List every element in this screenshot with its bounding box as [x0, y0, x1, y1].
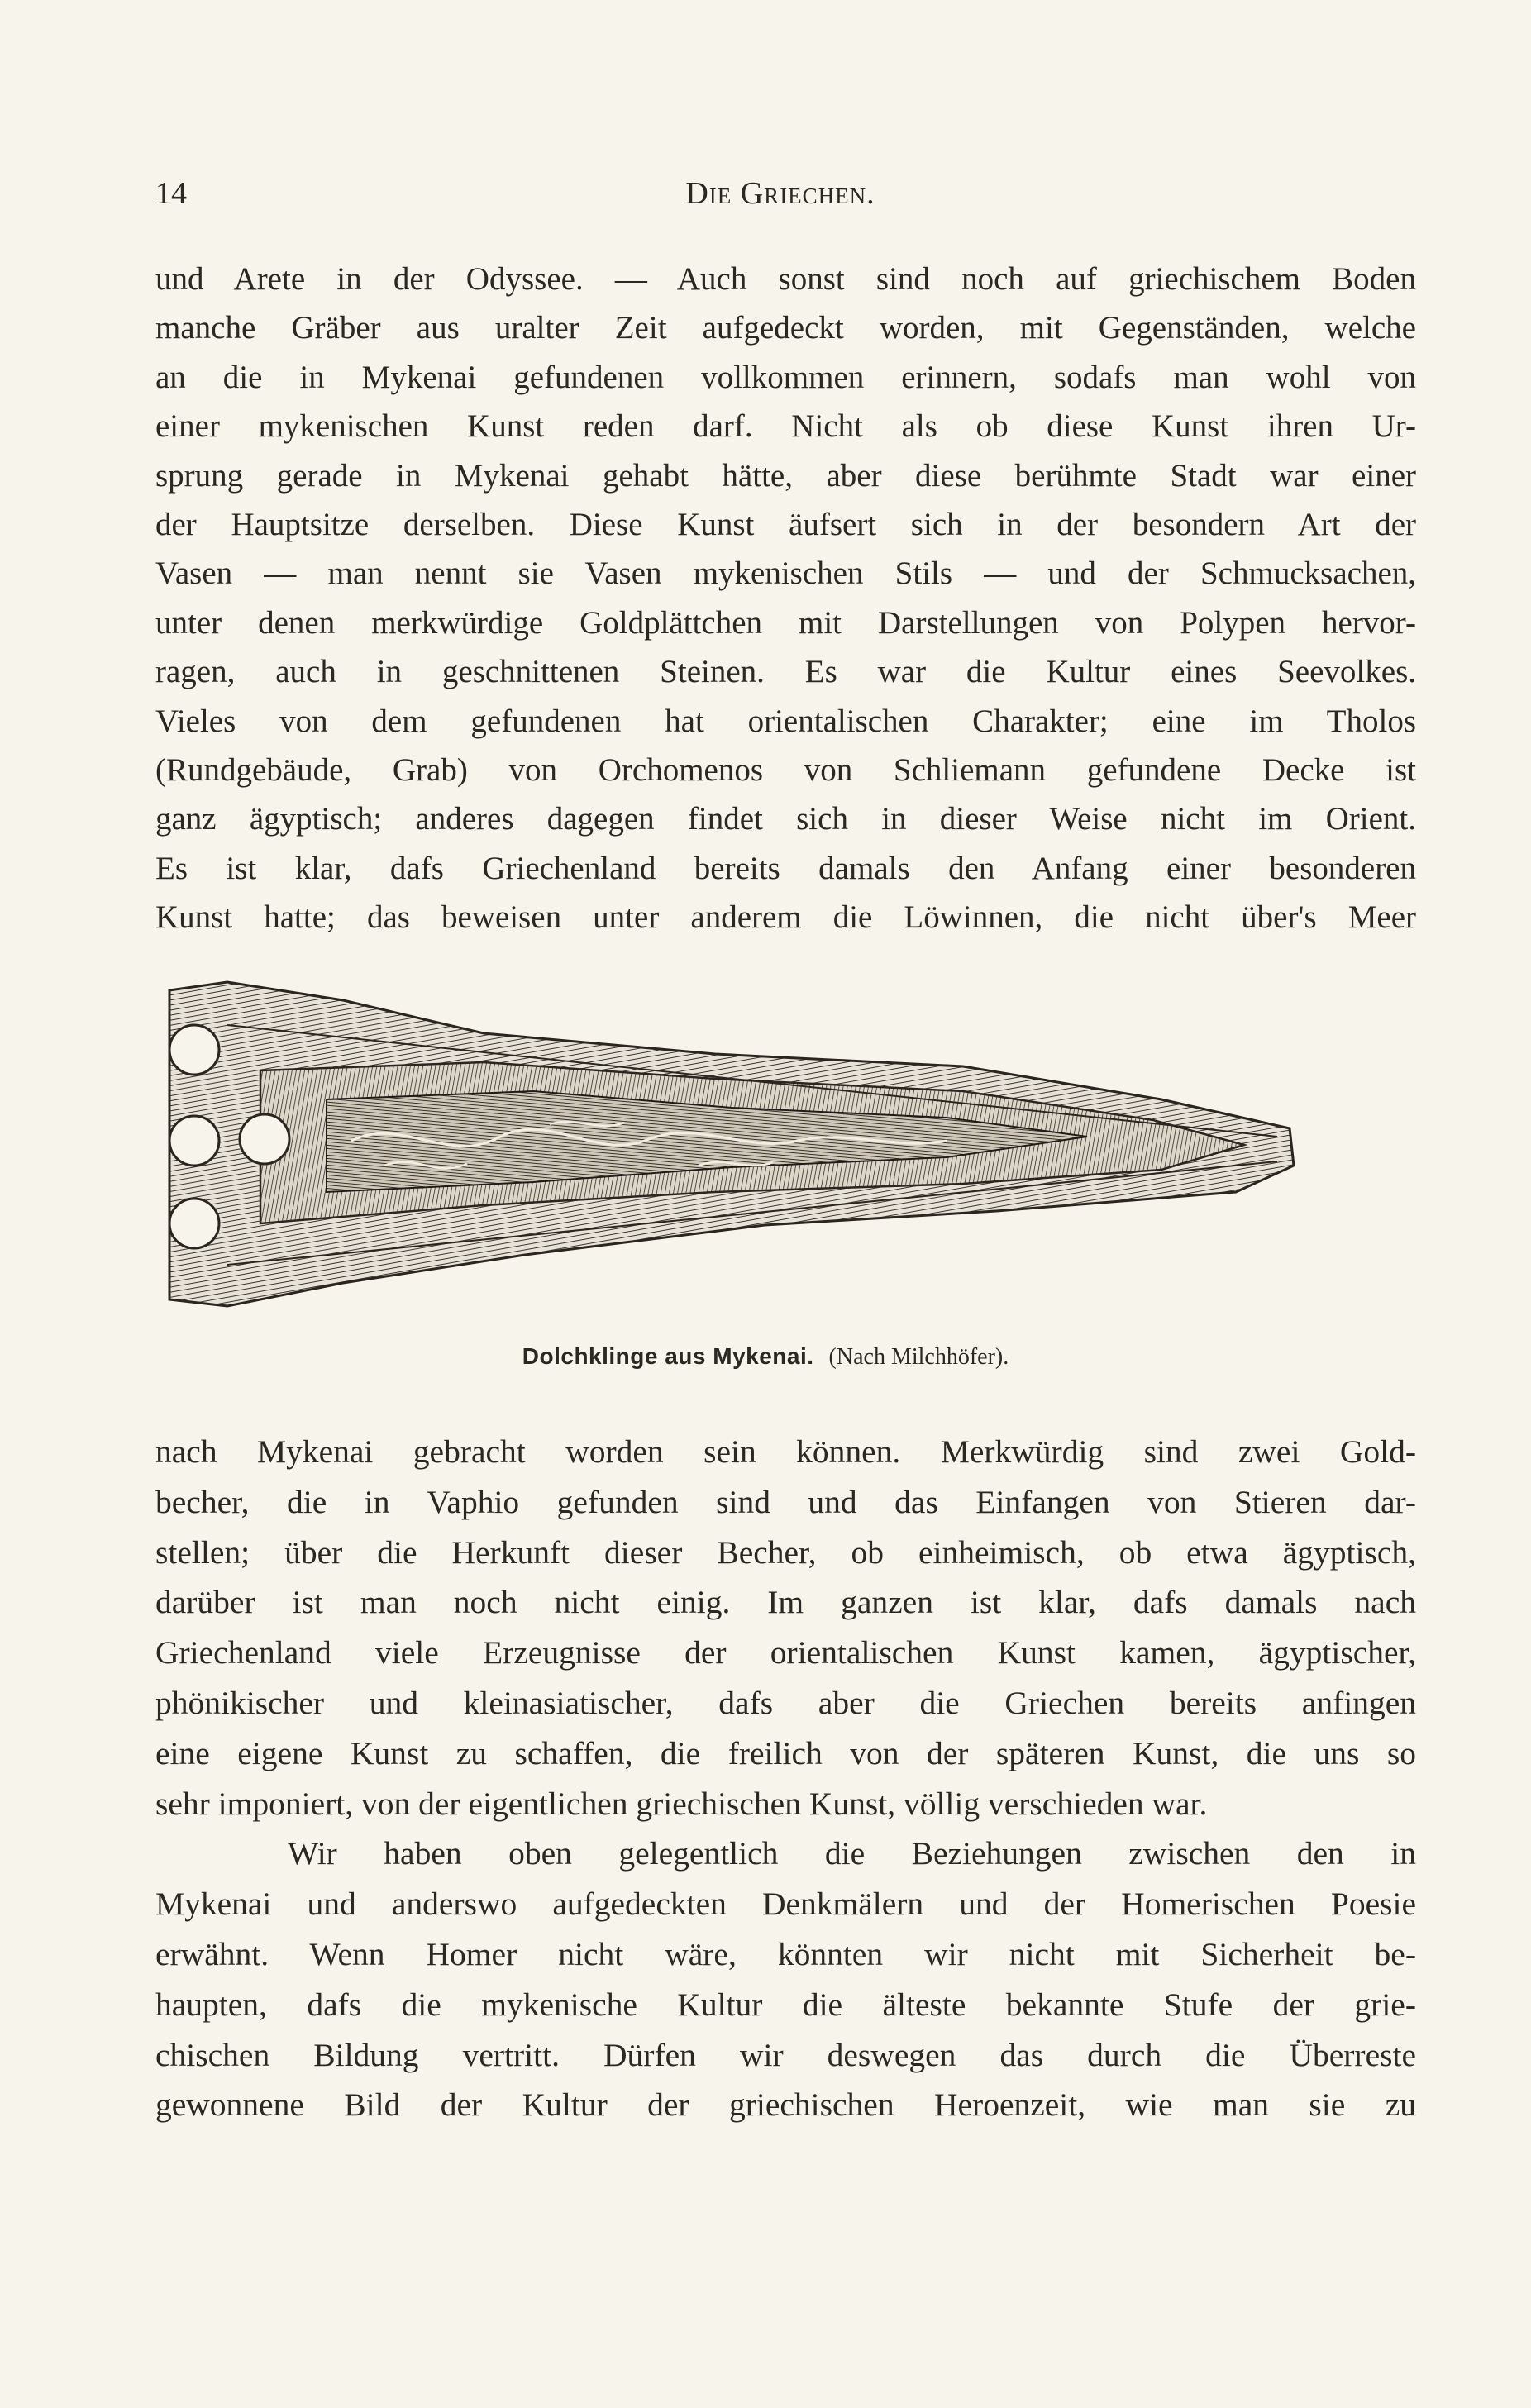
text-line: ganz ägyptisch; anderes dagegen findet sich in dieser Weise nicht im Orient.: [155, 801, 1416, 837]
text-line: Vieles von dem gefundenen hat orientalischen Charakter; eine im Tholos: [155, 703, 1416, 739]
caption-source: (Nach Milchhöfer).: [828, 1344, 1009, 1370]
text-line: Griechenland viele Erzeugnisse der orientalischen Kunst kamen, ägyptischer,: [155, 1634, 1416, 1671]
text-line: Vasen — man nennt sie Vasen mykenischen Stils — und der Schmucksachen,: [155, 556, 1416, 592]
text-line: an die in Mykenai gefundenen vollkommen erinnern, sodafs man wohl von: [155, 359, 1416, 395]
rivet-hole: [169, 1116, 219, 1166]
text-line: gewonnene Bild der Kultur der griechischen Heroenzeit, wie man sie zu: [155, 2086, 1416, 2124]
text-line: phönikischer und kleinasiatischer, dafs aber die Griechen bereits anfingen: [155, 1684, 1416, 1721]
text-line: sprung gerade in Mykenai gehabt hätte, aber diese berühmte Stadt war einer: [155, 457, 1416, 494]
dagger-blade-illustration: [136, 975, 1310, 1314]
text-line: chischen Bildung vertritt. Dürfen wir deswegen das durch die Überreste: [155, 2036, 1416, 2073]
body-text-bottom: [155, 1427, 1416, 2130]
text-line: Mykenai und anderswo aufgedeckten Denkmälern und der Homerischen Poesie: [155, 1886, 1416, 1923]
caption-title: Dolchklinge aus Mykenai.: [522, 1343, 814, 1369]
page-header: [155, 175, 1405, 217]
text-line: eine eigene Kunst zu schaffen, die freilich von der späteren Kunst, die uns so: [155, 1734, 1416, 1771]
text-line: der Hauptsitze derselben. Diese Kunst äufsert sich in der besondern Art der: [155, 506, 1416, 542]
text-line: nach Mykenai gebracht worden sein können. Merkwürdig sind zwei Gold-: [155, 1433, 1416, 1470]
text-line: stellen; über die Herkunft dieser Becher, ob einheimisch, ob etwa ägyptisch,: [155, 1533, 1416, 1571]
text-line: ragen, auch in geschnittenen Steinen. Es war die Kultur eines Seevolkes.: [155, 654, 1416, 690]
body-text-top: [155, 255, 1416, 942]
running-title: Die Griechen.: [685, 176, 875, 211]
text-line: manche Gräber aus uralter Zeit aufgedeckt worden, mit Gegenständen, welche: [155, 310, 1416, 346]
rivet-hole: [169, 1025, 219, 1075]
text-line: unter denen merkwürdige Goldplättchen mit Darstellungen von Polypen hervor-: [155, 604, 1416, 641]
text-line: darüber ist man noch nicht einig. Im ganzen ist klar, dafs damals nach: [155, 1584, 1416, 1621]
text-line: erwähnt. Wenn Homer nicht wäre, könnten wir nicht mit Sicherheit be-: [155, 1935, 1416, 1972]
text-line: sehr imponiert, von der eigentlichen griechischen Kunst, völlig verschieden war.: [155, 1785, 1208, 1822]
text-line: Kunst hatte; das beweisen unter anderem die Löwinnen, die nicht über's Meer: [155, 899, 1416, 936]
text-line: und Arete in der Odyssee. — Auch sonst sind noch auf griechischem Boden: [155, 261, 1416, 297]
text-line: Es ist klar, dafs Griechenland bereits damals den Anfang einer besonderen: [155, 850, 1416, 886]
text-line: einer mykenischen Kunst reden darf. Nicht als ob diese Kunst ihren Ur-: [155, 408, 1416, 445]
page-number: 14: [155, 176, 187, 211]
text-line: (Rundgebäude, Grab) von Orchomenos von Schliemann gefundene Decke ist: [155, 751, 1416, 788]
text-line: haupten, dafs die mykenische Kultur die älteste bekannte Stufe der grie-: [155, 1986, 1416, 2023]
paragraph-start-line: Wir haben oben gelegentlich die Beziehungen zwischen den in: [288, 1835, 1416, 1872]
rivet-hole: [169, 1199, 219, 1248]
rivet-hole: [240, 1114, 289, 1164]
text-line: becher, die in Vaphio gefunden sind und das Einfangen von Stieren dar-: [155, 1483, 1416, 1520]
figure-caption: [0, 1343, 1531, 1371]
